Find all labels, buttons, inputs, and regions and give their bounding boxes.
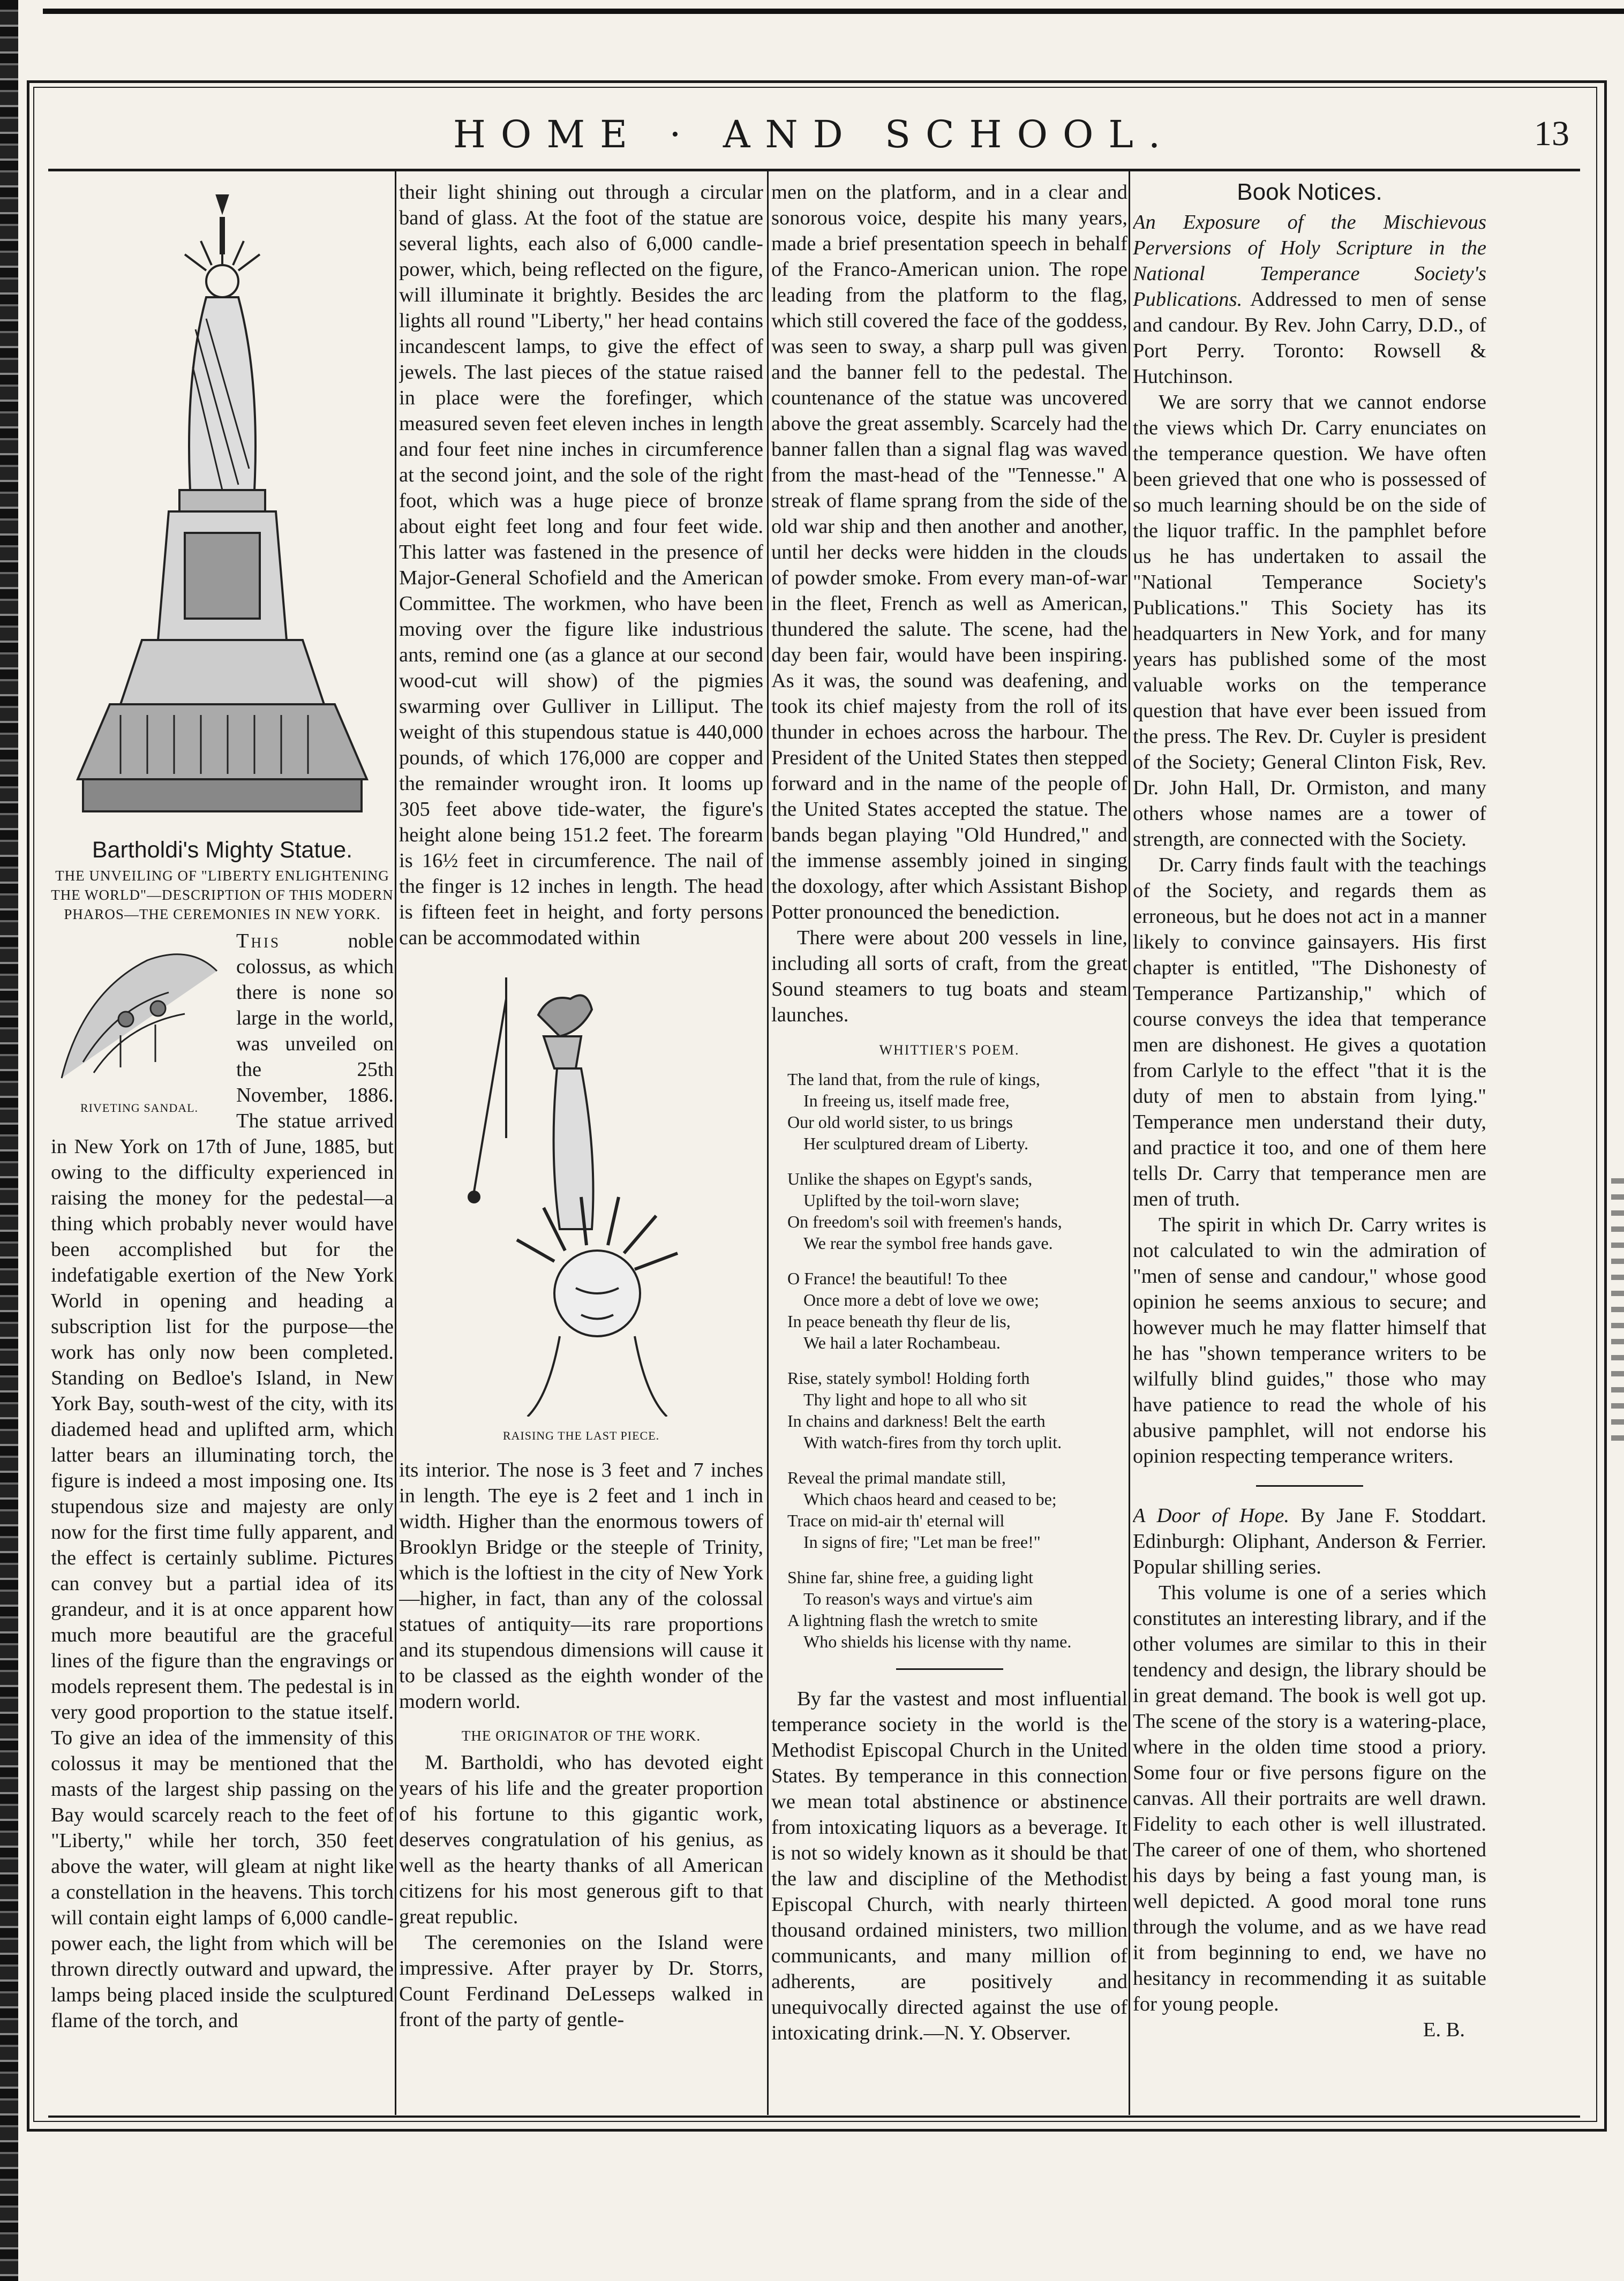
torch-caption: RAISING THE LAST PIECE. — [502, 1429, 660, 1442]
poem-line: Which chaos heard and ceased to be; — [803, 1489, 1057, 1509]
page-header — [48, 112, 1580, 161]
illustration-caption: Bartholdi's Mighty Statue. — [92, 837, 353, 863]
poem-stanza — [787, 1567, 1111, 1652]
paragraph: We are sorry that we cannot endorse the views which Dr. Carry enunciates on the temperance question. We have often been grieved that one who is possessed of so much learning should be on the side of the liquor traffic. In the pamphlet before us he has undertaken to assail the "National Temperance Society's Publications." This Society has its headquarters in New York, and for many years has published some of the most valuable works on the temperance question that have ever been issued from the press. The Rev. Dr. Cuyler is president of the Society; General Clinton Fisk, Rev. Dr. John Hall, Dr. Ormiston, and many others whose names are a tower of strength, are connected with the Society. — [1133, 391, 1486, 850]
poem-line: In chains and darkness! Belt the earth — [787, 1411, 1046, 1431]
poem-line: Reveal the primal mandate still, — [787, 1468, 1006, 1487]
poem-line: Who shields his license with thy name. — [803, 1632, 1072, 1651]
poem-line: On freedom's soil with freemen's hands, — [787, 1212, 1062, 1231]
poem-stanza — [787, 1268, 1111, 1353]
sandal-caption: RIVETING SANDAL. — [80, 1101, 199, 1115]
poem-stanza — [787, 1068, 1111, 1154]
paragraph: This volume is one of a series which constitutes an interesting library, and if the other volumes are similar to this in their tendency and design, the library should be in great demand. The book is well got up. The scene of the story is a watering-place, where in the olden time stood a priory. Some four or five persons figure on the canvas. All their portraits are well drawn. Fidelity to each other is well illustrated. The career of one of them, who shortened his days by being a fast young man, is well depicted. A good moral tone runs through the volume, and as we have read it from beginning to end, we have no hesitancy in recommending it as suitable for young people. — [1133, 1582, 1486, 2015]
book-meta: By Jane F. Stoddart. Edinburgh: Oliphant, Anderson & Ferrier. Popular shilling series. — [1133, 1504, 1486, 1578]
poem-stanza — [787, 1467, 1111, 1553]
lead-word: This — [236, 930, 281, 952]
column-1 — [51, 179, 394, 2110]
column-divider-1 — [395, 171, 396, 2115]
column-3 — [771, 179, 1127, 2110]
poem-line: A lightning flash the wretch to smite — [787, 1610, 1038, 1630]
book-notices-heading: Book Notices. — [1237, 179, 1382, 205]
poem-line: Unlike the shapes on Egypt's sands, — [787, 1169, 1033, 1188]
column-4 — [1133, 179, 1486, 2110]
poem-line: O France! the beautiful! To thee — [787, 1269, 1008, 1288]
poem-line: The land that, from the rule of kings, — [787, 1070, 1040, 1089]
poem-line: Uplifted by the toil-worn slave; — [803, 1191, 1020, 1210]
paragraph: By far the vastest and most influential temperance society in the world is the Methodist Episcopal Church in the United States. By temperance in this connection we mean total abstinence or abstinence from intoxicating liquors as a beverage. It is not so widely known as it should be that the law and discipline of the Methodist Episcopal Church, with nearly thirteen thousand ordained ministers, two million communicants, and many million of adherents, are positively and unequivocally directed against the use of intoxicating drink.—N. Y. Observer. — [771, 1688, 1127, 2044]
paragraph: their light shining out through a circular band of glass. At the foot of the statue are several lights, each also of 6,000 candle-power, which, being reflected on the figure, will illuminate it brightly. Besides the arc lights all round "Liberty," her head contains incandescent lamps, to give the effect of jewels. The last pieces of the statue raised in place were the forefinger, which measured seven feet eleven inches in length and four feet nine inches in circumference at the second joint, and the sole of the right foot, which was a huge piece of bronze about eight feet long and four feet wide. This latter was fastened in the presence of Major-General Schofield and the American Committee. The workmen, who have been moving over the figure like industrious ants, remind one (as a glance at our second wood-cut will show) of the pigmies swarming over Gulliver in Lilliput. The weight of this stupendous statue is 440,000 pounds, of which 176,000 are copper and the remainder wrought iron. It looms up 305 feet above tide-water, the figure's height alone being 151.2 feet. The forearm is 16½ feet in circumference. The nail of the finger is 12 inches in length. The head is fifteen feet in height, and forty persons can be accommodated within — [399, 181, 763, 949]
raising-last-piece-illustration — [399, 977, 763, 1449]
poem-line: We hail a later Rochambeau. — [803, 1333, 1001, 1352]
poem-line: To reason's ways and virtue's aim — [803, 1589, 1033, 1608]
article-body-col1: noble colossus, as which there is none so large in the world, was unveiled on the 25th November, 1886. The statue arrived in New York on 17th of June, 1885, but owing to the difficulty experienced in raising the money for the pedestal—a thing which probably never would have been accomplished but for the indefatigable exertion of the New York World in opening and heading a subscription list for the purpose—the work has only now been completed. Standing on Bedloe's Island, in New York Bay, south-west of the city, with its diademed head and uplifted arm, which latter bears an illuminating torch, the figure is indeed a most imposing one. Its stupendous size and majesty are only now for the first time fully apparent, and the effect is certainly sublime. Pictures can convey but a partial idea of its grandeur, and it is at once apparent how much more beautiful are the graceful lines of the figure than the engravings or models represent them. The pedestal is in very good proportion to the statue itself. To give an idea of the immensity of this colossus it may be mentioned that the masts of the largest ship passing on the Bay would scarcely reach to the feet of "Liberty," while her torch, 350 feet above the water, will gleam at night like a constellation in the heavens. This torch will contain eight lamps of 6,000 candle-power each, the light from which will be thrown directly outward and upward, the lamps being placed inside the sculptured flame of the torch, and — [51, 930, 394, 2032]
statue-of-liberty-illustration — [62, 190, 383, 833]
section-divider — [1256, 1485, 1363, 1487]
paragraph: The ceremonies on the Island were impressive. After prayer by Dr. Storrs, Count Ferdinand DeLesseps walked in front of the party of gentle- — [399, 1931, 763, 2031]
scan-edge-marks — [1611, 1178, 1624, 1446]
column-2 — [399, 179, 763, 2110]
footer-rule-2 — [48, 2129, 1580, 2131]
column-divider-2 — [767, 171, 769, 2115]
book-meta: Addressed to men of sense and candour. By Rev. John Carry, D.D., of Port Perry. Toronto: Rowsell & Hutchinson. — [1133, 288, 1486, 388]
poem-line: Thy light and hope to all who sit — [803, 1390, 1027, 1409]
poem-line: In freeing us, itself made free, — [803, 1091, 1010, 1110]
paragraph: its interior. The nose is 3 feet and 7 inches in length. The eye is 2 feet and 1 inch in width. Higher than the enormous towers of Brooklyn Bridge or the steeple of Trinity, which is the loftiest in the city of New York—higher, in fact, than any of the colossal statues of antiquity—its rare proportions and its stupendous dimensions will cause it to be classed as the eighth wonder of the modern world. — [399, 1459, 763, 1713]
paragraph: There were about 200 vessels in line, including all sorts of craft, from the great Sound steamers to tug boats and steam launches. — [771, 927, 1127, 1026]
running-title: HOME · AND SCHOOL. — [453, 112, 1176, 156]
poem-stanza — [787, 1168, 1111, 1254]
paragraph: M. Bartholdi, who has devoted eight years of his life and the greater proportion of his fortune to this gigantic work, deserves congratulation of his genius, as well as the hearty thanks of all American citizens for his most generous gift to that great republic. — [399, 1751, 763, 1928]
poem-line: Shine far, shine free, a guiding light — [787, 1568, 1034, 1587]
column-divider-3 — [1129, 171, 1130, 2115]
torch-arm-engraving — [442, 977, 720, 1417]
book-title: An Exposure of the Mischievous Perversions of Holy Scripture in the National Temperance Society's Publications. — [1133, 211, 1486, 311]
poem-line: Her sculptured dream of Liberty. — [803, 1134, 1028, 1153]
poem-line: Rise, stately symbol! Holding forth — [787, 1368, 1030, 1388]
section-subhead: THE ORIGINATOR OF THE WORK. — [461, 1728, 701, 1744]
page-number: 13 — [1534, 114, 1569, 153]
poem-line: With watch-fires from thy torch uplit. — [803, 1433, 1062, 1452]
poem-line: In signs of fire; "Let man be free!" — [803, 1532, 1041, 1552]
poem-line: We rear the symbol free hands gave. — [803, 1233, 1053, 1253]
book-title: A Door of Hope. — [1133, 1504, 1290, 1527]
paragraph: Dr. Carry finds fault with the teachings of the Society, and regards them as erroneous, but he does not act in a manner likely to convince gainsayers. His first chapter is entitled, "The Dishonesty of Temperance Partizanship," which of course conveys the idea that temperance men are dishonest. He gives a quotation from Carlyle to the effect "that it is the duty of men to abstain from lying." Temperance men understand their duty, and practice it too, and one of them here tells Dr. Carry that temperance men are men of truth. — [1133, 854, 1486, 1210]
poem-title: WHITTIER'S POEM. — [879, 1042, 1020, 1058]
riveting-sandal-illustration — [51, 928, 228, 1113]
poem-stanza — [787, 1367, 1111, 1453]
footer-rule — [48, 2116, 1580, 2118]
signature: E. B. — [1423, 2019, 1465, 2041]
poem-line: Once more a debt of love we owe; — [803, 1290, 1039, 1309]
section-divider — [896, 1668, 1003, 1670]
paragraph: The spirit in which Dr. Carry writes is not calculated to win the admiration of "men of sense and candour," whose good opinion he seems anxious to secure; and however much he may flatter himself that he has "shown temperance writers to be wilfully blind guides," those who may have patience to read the whole of his abusive pamphlet, will not endorse his opinion respecting temperance writers. — [1133, 1214, 1486, 1467]
header-rule — [48, 169, 1580, 171]
binding-edge — [0, 0, 18, 2281]
paragraph: men on the platform, and in a clear and sonorous voice, despite his many years, made a brief presentation speech in behalf of the Franco-American union. The rope leading from the platform to the flag, which still covered the face of the goddess, was seen to sway, a sharp pull was given and the banner fell to the pedestal. The countenance of the statue was uncovered above the great assembly. Scarcely had the banner fallen than a signal flag was waved from the mast-head of the "Tennesse." A streak of flame sprang from the side of the old war ship and then another and another, until her decks were hidden in the clouds of powder smoke. From every man-of-war in the fleet, French as well as American, thundered the salute. The scene, had the day been fair, would have been inspiring. As it was, the sound was deafening, and took its chief majesty from the roll of its thunder in echoes across the harbour. The President of the United States then stepped forward and in the name of the people of the United States accepted the statue. The bands began playing "Old Hundred," and the immense assembly joined in singing the doxology, after which Assistant Bishop Potter pronounced the benediction. — [771, 181, 1127, 923]
article-subhead: THE UNVEILING OF "LIBERTY ENLIGHTENING THE WORLD"—DESCRIPTION OF THIS MODERN PHAROS—THE CEREMONIES IN NEW YORK. — [51, 868, 394, 922]
poem-line: Trace on mid-air th' eternal will — [787, 1511, 1005, 1530]
top-border-line — [43, 9, 1624, 14]
poem — [771, 1068, 1127, 1652]
sandal-engraving — [51, 928, 228, 1089]
poem-line: In peace beneath thy fleur de lis, — [787, 1312, 1011, 1331]
poem-line: Our old world sister, to us brings — [787, 1112, 1013, 1132]
